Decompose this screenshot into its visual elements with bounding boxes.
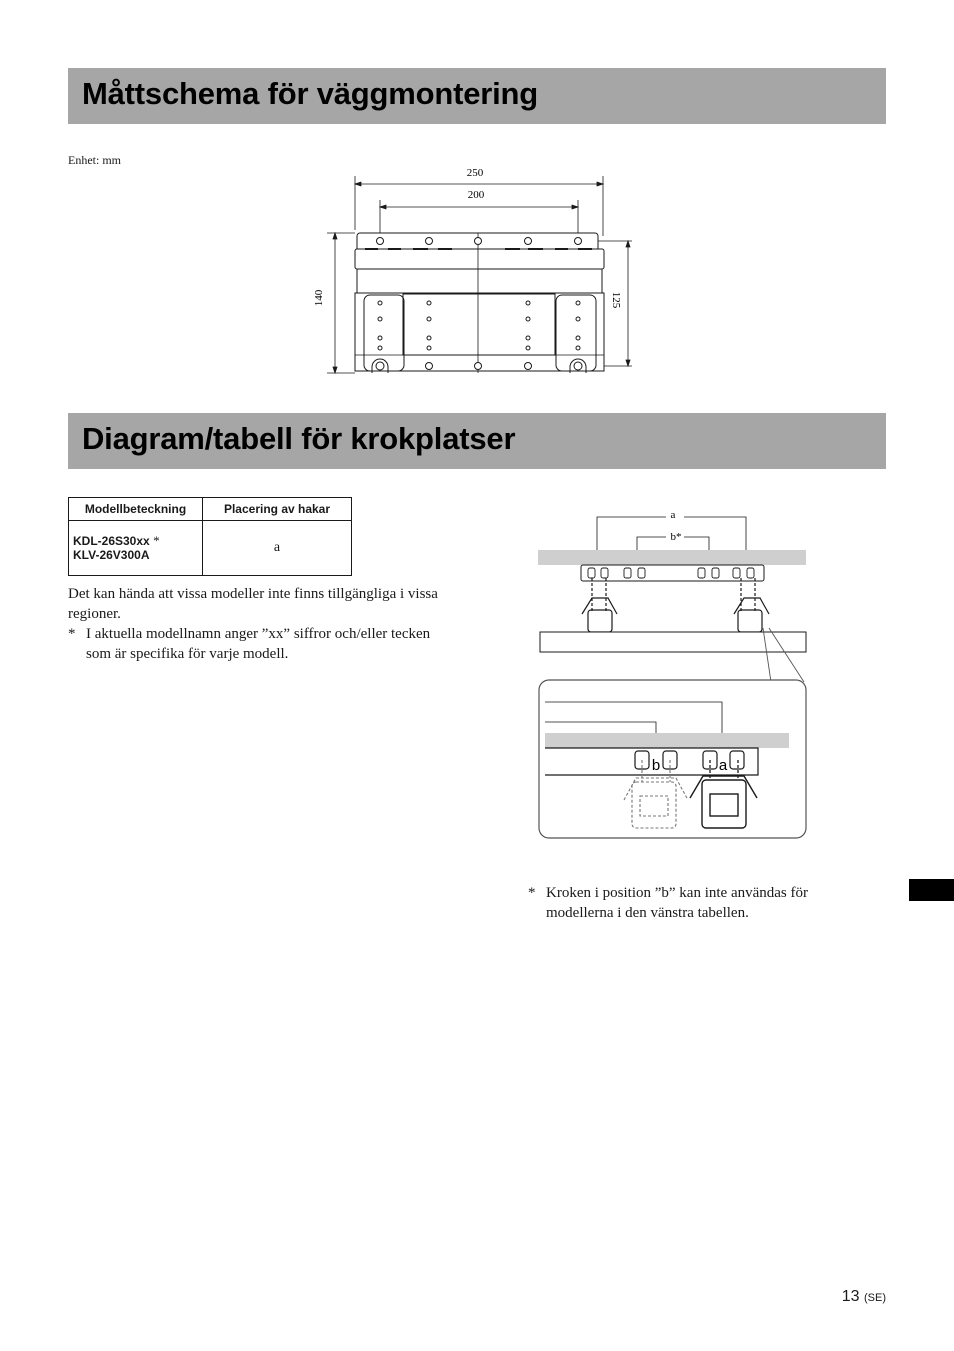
dim-width-outer: 250 (466, 167, 484, 179)
dim-width-inner: 200 (467, 189, 485, 201)
hook-location-diagram (530, 500, 815, 845)
model-names-note (68, 624, 438, 664)
page-language: (SE) (864, 1292, 886, 1304)
hook-b-note (528, 883, 828, 923)
section-title-hooks: Diagram/tabell för krokplatser (82, 421, 516, 456)
page-number (842, 1288, 886, 1306)
dim-height-left: 140 (313, 289, 325, 307)
slot-label-b: b (651, 757, 661, 774)
model-name: KDL-26S30xx (73, 534, 150, 548)
table-header-model: Modellbeteckning (69, 498, 203, 521)
unit-label: Enhet: mm (68, 153, 121, 167)
page-number-value: 13 (841, 1288, 860, 1305)
availability-note: Det kan hända att vissa modeller inte finns tillgängliga i vissa regioner. (68, 586, 438, 622)
table-header-row (69, 498, 352, 521)
model-cell (69, 521, 203, 576)
table-header-placement: Placering av hakar (203, 498, 352, 521)
placement-cell: a (203, 521, 352, 576)
slot-label-a: a (718, 757, 728, 774)
section-header-wall-mount (68, 68, 886, 124)
model-name: KLV-26V300A (73, 548, 150, 562)
table-row (69, 521, 352, 576)
section-title-dimensions: Måttschema för väggmontering (82, 76, 539, 111)
hook-label-a: a (670, 509, 676, 521)
footnote-text: I aktuella modellnamn anger ”xx” siffror och/eller tecken som är specifika för varje modell. (86, 626, 431, 662)
section-header-hooks (68, 413, 886, 469)
bracket-dimension-diagram (300, 160, 660, 385)
chapter-tab-marker (909, 879, 954, 901)
hook-label-b: b* (670, 531, 682, 543)
footnote-marker: * (528, 885, 536, 901)
dim-height-right: 125 (610, 291, 622, 309)
footnote-marker: * (68, 626, 76, 642)
hook-placement-table (68, 497, 352, 576)
model-footnote-mark: * (153, 533, 160, 548)
footnote-text: Kroken i position ”b” kan inte användas för modellerna i den vänstra tabellen. (546, 885, 809, 921)
